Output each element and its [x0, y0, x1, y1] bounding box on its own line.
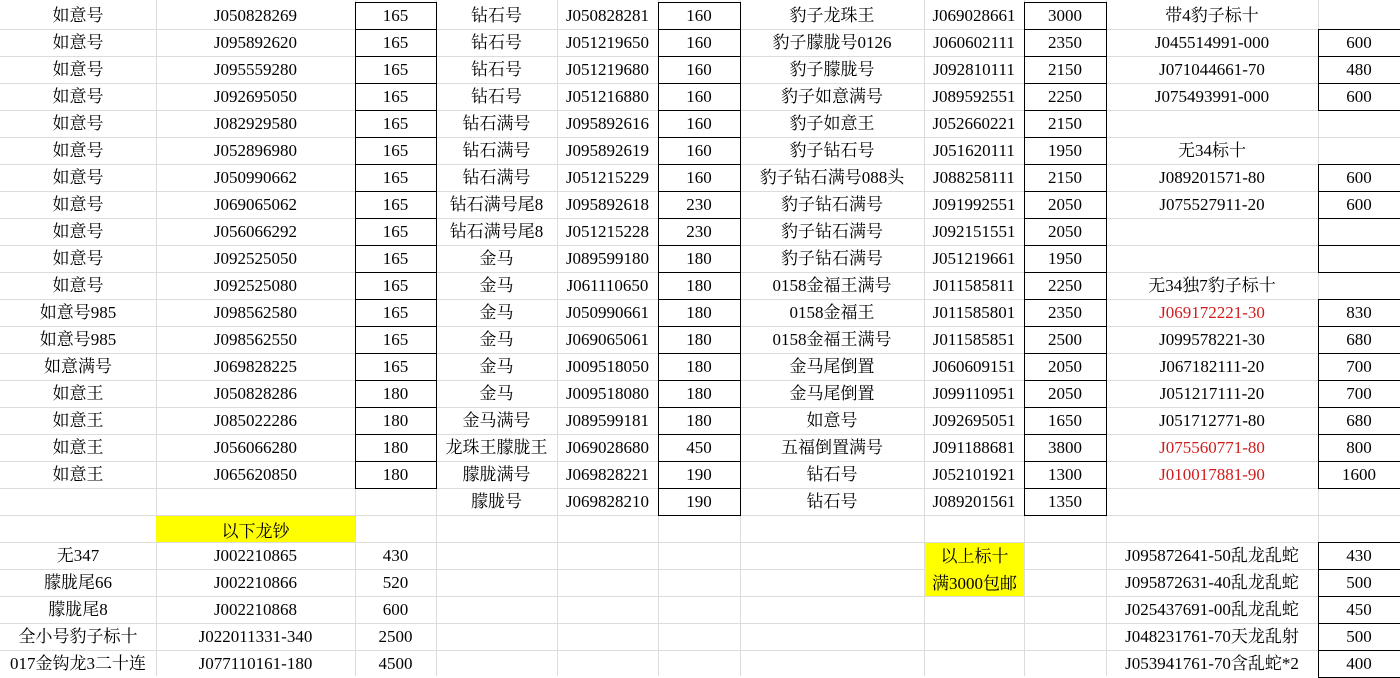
sheet-cell[interactable]: J098562550	[213, 330, 298, 349]
sheet-cell[interactable]: J050990662	[213, 168, 298, 187]
sheet-cell[interactable]: 豹子钻石满号	[781, 222, 883, 241]
sheet-cell[interactable]: 180	[686, 411, 712, 430]
sheet-cell[interactable]: 钻石号	[471, 60, 522, 79]
sheet-cell[interactable]: 2050	[1048, 384, 1082, 403]
sheet-cell[interactable]: 钻石满号	[462, 168, 531, 187]
sheet-cell[interactable]: 1350	[1048, 492, 1082, 511]
sheet-cell[interactable]: J069828225	[213, 357, 298, 376]
sheet-cell[interactable]: J002210868	[213, 600, 298, 619]
sheet-cell[interactable]: 3000	[1048, 6, 1082, 25]
sheet-cell[interactable]: 430	[382, 546, 409, 565]
sheet-cell[interactable]: 165	[382, 114, 409, 133]
sheet-cell[interactable]: J052896980	[213, 141, 298, 160]
sheet-cell[interactable]: J002210865	[213, 546, 298, 565]
sheet-cell[interactable]: 如意号	[52, 276, 104, 295]
sheet-cell[interactable]: 160	[686, 114, 712, 133]
sheet-cell[interactable]: 金马	[479, 357, 514, 376]
sheet-cell[interactable]: J095892620	[213, 33, 298, 52]
sheet-cell[interactable]: 165	[382, 276, 409, 295]
sheet-cell[interactable]: 2050	[1048, 222, 1082, 241]
sheet-cell[interactable]: J095892618	[565, 195, 650, 214]
sheet-cell[interactable]: J056066292	[213, 222, 298, 241]
sheet-cell[interactable]: J091188681	[932, 438, 1016, 457]
sheet-cell[interactable]: 0158金福王	[789, 303, 875, 322]
sheet-cell[interactable]: J052101921	[932, 465, 1016, 484]
sheet-cell[interactable]: 金马	[479, 303, 514, 322]
sheet-cell[interactable]: 500	[1346, 627, 1372, 646]
sheet-cell[interactable]: 金马	[479, 384, 514, 403]
sheet-cell[interactable]: J071044661-70	[1159, 60, 1265, 79]
sheet-cell[interactable]: 165	[382, 6, 409, 25]
sheet-cell[interactable]: J050828269	[213, 6, 298, 25]
sheet-cell[interactable]: 豹子钻石满号	[781, 249, 883, 268]
sheet-cell[interactable]: 朦胧尾8	[48, 600, 108, 619]
sheet-cell[interactable]: 钻石满号	[462, 114, 531, 133]
sheet-cell[interactable]: 如意号	[52, 249, 104, 268]
sheet-cell[interactable]: J067182111-20	[1159, 357, 1265, 376]
sheet-cell[interactable]: J051219680	[565, 60, 650, 79]
sheet-cell[interactable]: J009518050	[565, 357, 650, 376]
cell-border	[1318, 245, 1400, 273]
sheet-cell[interactable]: J095872631-40乱龙乱蛇	[1125, 573, 1299, 592]
sheet-cell[interactable]: J056066280	[213, 438, 298, 457]
sheet-cell[interactable]: J009518080	[565, 384, 650, 403]
sheet-cell[interactable]: 190	[686, 465, 712, 484]
sheet-cell[interactable]: 龙珠王朦胧王	[445, 438, 548, 457]
sheet-cell[interactable]: 160	[686, 87, 712, 106]
sheet-cell[interactable]: J022011331-340	[198, 627, 313, 646]
sheet-cell[interactable]: 钻石满号尾8	[449, 222, 544, 241]
sheet-cell[interactable]: J051215229	[565, 168, 650, 187]
sheet-cell[interactable]: 4500	[378, 654, 413, 673]
sheet-cell[interactable]: 600	[1346, 168, 1372, 187]
sheet-cell[interactable]: 180	[382, 465, 409, 484]
sheet-cell[interactable]: 700	[1346, 357, 1372, 376]
sheet-cell[interactable]: 600	[1346, 195, 1372, 214]
sheet-cell[interactable]: 金马	[479, 249, 514, 268]
sheet-cell[interactable]: 1600	[1342, 465, 1376, 484]
sheet-cell[interactable]: J082929580	[213, 114, 298, 133]
sheet-cell[interactable]: J069065061	[565, 330, 650, 349]
sheet-cell[interactable]: 2150	[1048, 168, 1082, 187]
sheet-cell[interactable]: 520	[382, 573, 409, 592]
section-header-label: 以下龙钞	[221, 521, 290, 541]
sheet-cell[interactable]: 2150	[1048, 60, 1082, 79]
sheet-cell[interactable]: 400	[1346, 654, 1372, 673]
sheet-cell[interactable]: J098562580	[213, 303, 298, 322]
sheet-cell[interactable]: J050828286	[213, 384, 298, 403]
sheet-cell[interactable]: J002210866	[213, 573, 298, 592]
sheet-cell[interactable]: J099578221-30	[1159, 330, 1265, 349]
sheet-cell[interactable]: 豹子钻石号	[789, 141, 875, 160]
sheet-cell[interactable]: J092810111	[933, 60, 1015, 79]
sheet-cell[interactable]: 600	[1346, 87, 1372, 106]
sheet-cell[interactable]: 160	[686, 60, 712, 79]
sheet-cell[interactable]: J069172221-30	[1159, 303, 1265, 322]
sheet-cell[interactable]: 190	[686, 492, 712, 511]
sheet-cell[interactable]: 600	[382, 600, 409, 619]
sheet-cell[interactable]: 如意号	[52, 87, 104, 106]
sheet-cell[interactable]: J061110650	[566, 276, 649, 295]
sheet-cell[interactable]: 165	[382, 357, 409, 376]
sheet-cell[interactable]: 如意王	[52, 438, 104, 457]
sheet-cell[interactable]: J089592551	[932, 87, 1016, 106]
sheet-cell[interactable]: 165	[382, 195, 409, 214]
sheet-cell[interactable]: J069828210	[565, 492, 650, 511]
sheet-cell[interactable]: 165	[382, 33, 409, 52]
sheet-cell[interactable]: 2050	[1048, 357, 1082, 376]
sheet-cell[interactable]: 如意号	[52, 168, 104, 187]
sheet-cell[interactable]: 钻石号	[806, 492, 858, 511]
sheet-cell[interactable]: 如意王	[52, 411, 104, 430]
sheet-cell[interactable]: J075560771-80	[1159, 438, 1265, 457]
sheet-cell[interactable]: J075527911-20	[1159, 195, 1265, 214]
sheet-cell[interactable]: J051217111-20	[1159, 384, 1265, 403]
sheet-cell[interactable]: J069065062	[213, 195, 298, 214]
sheet-cell[interactable]: 如意号	[52, 60, 104, 79]
sheet-cell[interactable]: J069028680	[565, 438, 650, 457]
sheet-cell[interactable]: 1950	[1048, 141, 1082, 160]
sheet-cell[interactable]: J051215228	[565, 222, 650, 241]
sheet-cell[interactable]: 如意号985	[39, 330, 117, 349]
sheet-cell[interactable]: 680	[1346, 411, 1372, 430]
sheet-cell[interactable]: 1650	[1048, 411, 1082, 430]
sheet-cell[interactable]: 豹子如意王	[789, 114, 875, 133]
sheet-cell[interactable]: J045514991-000	[1154, 33, 1270, 52]
sheet-cell[interactable]: 480	[1346, 60, 1372, 79]
sheet-cell[interactable]: 带4豹子标十	[1165, 6, 1259, 25]
sheet-cell[interactable]: J051219650	[565, 33, 650, 52]
sheet-cell[interactable]: 钻石满号尾8	[449, 195, 544, 214]
sheet-cell[interactable]: 165	[382, 249, 409, 268]
sheet-cell[interactable]: 230	[686, 222, 712, 241]
sheet-cell[interactable]: J051620111	[933, 141, 1015, 160]
sheet-cell[interactable]: 165	[382, 303, 409, 322]
sheet-cell[interactable]: J050828281	[565, 6, 650, 25]
sheet-cell[interactable]: 2250	[1048, 276, 1082, 295]
sheet-cell[interactable]: 500	[1346, 573, 1372, 592]
sheet-cell[interactable]: 朦胧尾66	[44, 573, 112, 592]
sheet-cell[interactable]: 2250	[1048, 87, 1082, 106]
sheet-cell[interactable]: J092525050	[213, 249, 298, 268]
sheet-cell[interactable]: 2500	[378, 627, 413, 646]
sheet-cell[interactable]: 2350	[1048, 33, 1082, 52]
sheet-cell[interactable]: J085022286	[213, 411, 298, 430]
sheet-cell[interactable]: J011585801	[932, 303, 1016, 322]
sheet-cell[interactable]: 豹子如意满号	[781, 87, 883, 106]
sheet-cell[interactable]: 金马尾倒置	[789, 384, 875, 403]
sheet-cell[interactable]: 180	[686, 276, 712, 295]
sheet-cell[interactable]: 如意号	[52, 6, 104, 25]
sheet-cell[interactable]: 680	[1346, 330, 1372, 349]
sheet-cell[interactable]: 钻石号	[806, 465, 858, 484]
sheet-cell[interactable]: 450	[1346, 600, 1372, 619]
cell-border	[1318, 218, 1400, 246]
sheet-cell[interactable]: J051219661	[932, 249, 1016, 268]
shipping-note[interactable]	[925, 543, 1024, 596]
sheet-cell[interactable]: 180	[382, 384, 409, 403]
sheet-cell[interactable]: 无347	[56, 546, 100, 565]
sheet-cell[interactable]: J089201571-80	[1159, 168, 1265, 187]
sheet-cell[interactable]: 钻石号	[471, 87, 522, 106]
sheet-cell[interactable]: 金马满号	[462, 411, 531, 430]
shipping-note-line: 满3000包邮	[932, 573, 1017, 593]
sheet-cell[interactable]: J075493991-000	[1154, 87, 1270, 106]
sheet-cell[interactable]: 金马	[479, 276, 514, 295]
sheet-cell[interactable]: 1300	[1048, 465, 1082, 484]
sheet-cell[interactable]: J095892616	[565, 114, 650, 133]
sheet-cell[interactable]: J092151551	[932, 222, 1016, 241]
sheet-cell[interactable]: J095559280	[213, 60, 298, 79]
section-header-dragon[interactable]	[156, 516, 355, 542]
sheet-cell[interactable]: 017金钩龙3二十连	[10, 654, 146, 673]
sheet-cell[interactable]: 165	[382, 141, 409, 160]
sheet-cell[interactable]: J092525080	[213, 276, 298, 295]
sheet-cell[interactable]: J095872641-50乱龙乱蛇	[1125, 546, 1299, 565]
sheet-cell[interactable]: 朦胧号	[471, 492, 522, 511]
sheet-cell[interactable]: J092695051	[932, 411, 1016, 430]
sheet-cell[interactable]: 430	[1346, 546, 1372, 565]
sheet-cell[interactable]: 如意王	[52, 384, 104, 403]
sheet-cell[interactable]: 无34标十	[1178, 141, 1246, 160]
sheet-cell[interactable]: J089599181	[565, 411, 650, 430]
sheet-cell[interactable]: 如意号	[52, 114, 104, 133]
sheet-cell[interactable]: 金马	[479, 330, 514, 349]
sheet-cell[interactable]: 2050	[1048, 195, 1082, 214]
sheet-cell[interactable]: 165	[382, 330, 409, 349]
sheet-cell[interactable]: 如意王	[52, 465, 104, 484]
sheet-cell[interactable]: J077110161-180	[198, 654, 313, 673]
sheet-cell[interactable]: 如意号	[52, 222, 104, 241]
sheet-cell[interactable]: 160	[686, 33, 712, 52]
sheet-cell[interactable]: J069828221	[565, 465, 650, 484]
sheet-cell[interactable]: 800	[1346, 438, 1372, 457]
sheet-cell[interactable]: 如意满号	[44, 357, 112, 376]
sheet-cell[interactable]: 钻石满号	[462, 141, 531, 160]
sheet-cell[interactable]: 0158金福王满号	[772, 276, 892, 295]
sheet-cell[interactable]: J089201561	[932, 492, 1016, 511]
sheet-cell[interactable]: 豹子龙珠王	[789, 6, 875, 25]
sheet-cell[interactable]: 豹子钻石满号088头	[759, 168, 905, 187]
sheet-cell[interactable]: 165	[382, 60, 409, 79]
sheet-cell[interactable]: 豹子朦胧号0126	[772, 33, 892, 52]
sheet-cell[interactable]: 180	[686, 330, 712, 349]
sheet-cell[interactable]: 600	[1346, 33, 1372, 52]
sheet-cell[interactable]: 豹子朦胧号	[789, 60, 875, 79]
sheet-cell[interactable]: 如意号	[52, 141, 104, 160]
sheet-cell[interactable]: 无34独7豹子标十	[1148, 276, 1276, 295]
sheet-cell[interactable]: J095892619	[565, 141, 650, 160]
sheet-cell[interactable]: 165	[382, 222, 409, 241]
sheet-cell[interactable]: 1950	[1048, 249, 1082, 268]
sheet-cell[interactable]: J010017881-90	[1159, 465, 1265, 484]
sheet-cell[interactable]: 钻石号	[471, 6, 522, 25]
sheet-cell[interactable]: J092695050	[213, 87, 298, 106]
shipping-note-line: 以上标十	[940, 546, 1009, 566]
sheet-cell[interactable]: 2500	[1048, 330, 1082, 349]
sheet-cell[interactable]: 朦胧满号	[462, 465, 531, 484]
sheet-cell[interactable]: J051216880	[565, 87, 650, 106]
sheet-cell[interactable]: J011585811	[933, 276, 1015, 295]
sheet-cell[interactable]: 180	[686, 384, 712, 403]
sheet-cell[interactable]: 豹子钻石满号	[781, 195, 883, 214]
sheet-cell[interactable]: J025437691-00乱龙乱蛇	[1125, 600, 1299, 619]
sheet-cell[interactable]: J051712771-80	[1159, 411, 1265, 430]
sheet-cell[interactable]: 180	[686, 303, 712, 322]
sheet-cell[interactable]: 如意号	[806, 411, 858, 430]
sheet-cell[interactable]: 2150	[1048, 114, 1082, 133]
sheet-cell[interactable]: J065620850	[213, 465, 298, 484]
sheet-cell[interactable]: 160	[686, 6, 712, 25]
sheet-cell[interactable]: 180	[382, 411, 409, 430]
sheet-cell[interactable]: J050990661	[565, 303, 650, 322]
sheet-cell[interactable]: 如意号985	[39, 303, 117, 322]
sheet-cell[interactable]: J060602111	[933, 33, 1015, 52]
sheet-cell[interactable]: J052660221	[932, 114, 1016, 133]
sheet-cell[interactable]: 3800	[1048, 438, 1082, 457]
sheet-cell[interactable]: J069028661	[932, 6, 1016, 25]
sheet-cell[interactable]: 0158金福王满号	[772, 330, 892, 349]
sheet-cell[interactable]: 165	[382, 87, 409, 106]
sheet-cell[interactable]: 450	[686, 438, 712, 457]
sheet-cell[interactable]: 全小号豹子标十	[18, 627, 138, 646]
sheet-cell[interactable]: 160	[686, 141, 712, 160]
sheet-cell[interactable]: 830	[1346, 303, 1372, 322]
sheet-cell[interactable]: J011585851	[932, 330, 1016, 349]
sheet-cell[interactable]: 700	[1346, 384, 1372, 403]
sheet-cell[interactable]: 180	[382, 438, 409, 457]
sheet-cell[interactable]: 如意号	[52, 195, 104, 214]
sheet-cell[interactable]: 钻石号	[471, 33, 522, 52]
sheet-cell[interactable]: J089599180	[565, 249, 650, 268]
sheet-cell[interactable]: 五福倒置满号	[781, 438, 883, 457]
sheet-cell[interactable]: J091992551	[932, 195, 1016, 214]
sheet-cell[interactable]: 金马尾倒置	[789, 357, 875, 376]
sheet-cell[interactable]: 180	[686, 249, 712, 268]
sheet-cell[interactable]: J088258111	[933, 168, 1015, 187]
sheet-cell[interactable]: 2350	[1048, 303, 1082, 322]
sheet-cell[interactable]: 160	[686, 168, 712, 187]
sheet-cell[interactable]: 230	[686, 195, 712, 214]
sheet-cell[interactable]: J048231761-70天龙乱射	[1125, 627, 1299, 646]
sheet-cell[interactable]: 180	[686, 357, 712, 376]
sheet-cell[interactable]: J099110951	[932, 384, 1016, 403]
sheet-cell[interactable]: J053941761-70含乱蛇*2	[1125, 654, 1299, 673]
sheet-cell[interactable]: J060609151	[932, 357, 1016, 376]
sheet-cell[interactable]: 165	[382, 168, 409, 187]
sheet-cell[interactable]: 如意号	[52, 33, 104, 52]
